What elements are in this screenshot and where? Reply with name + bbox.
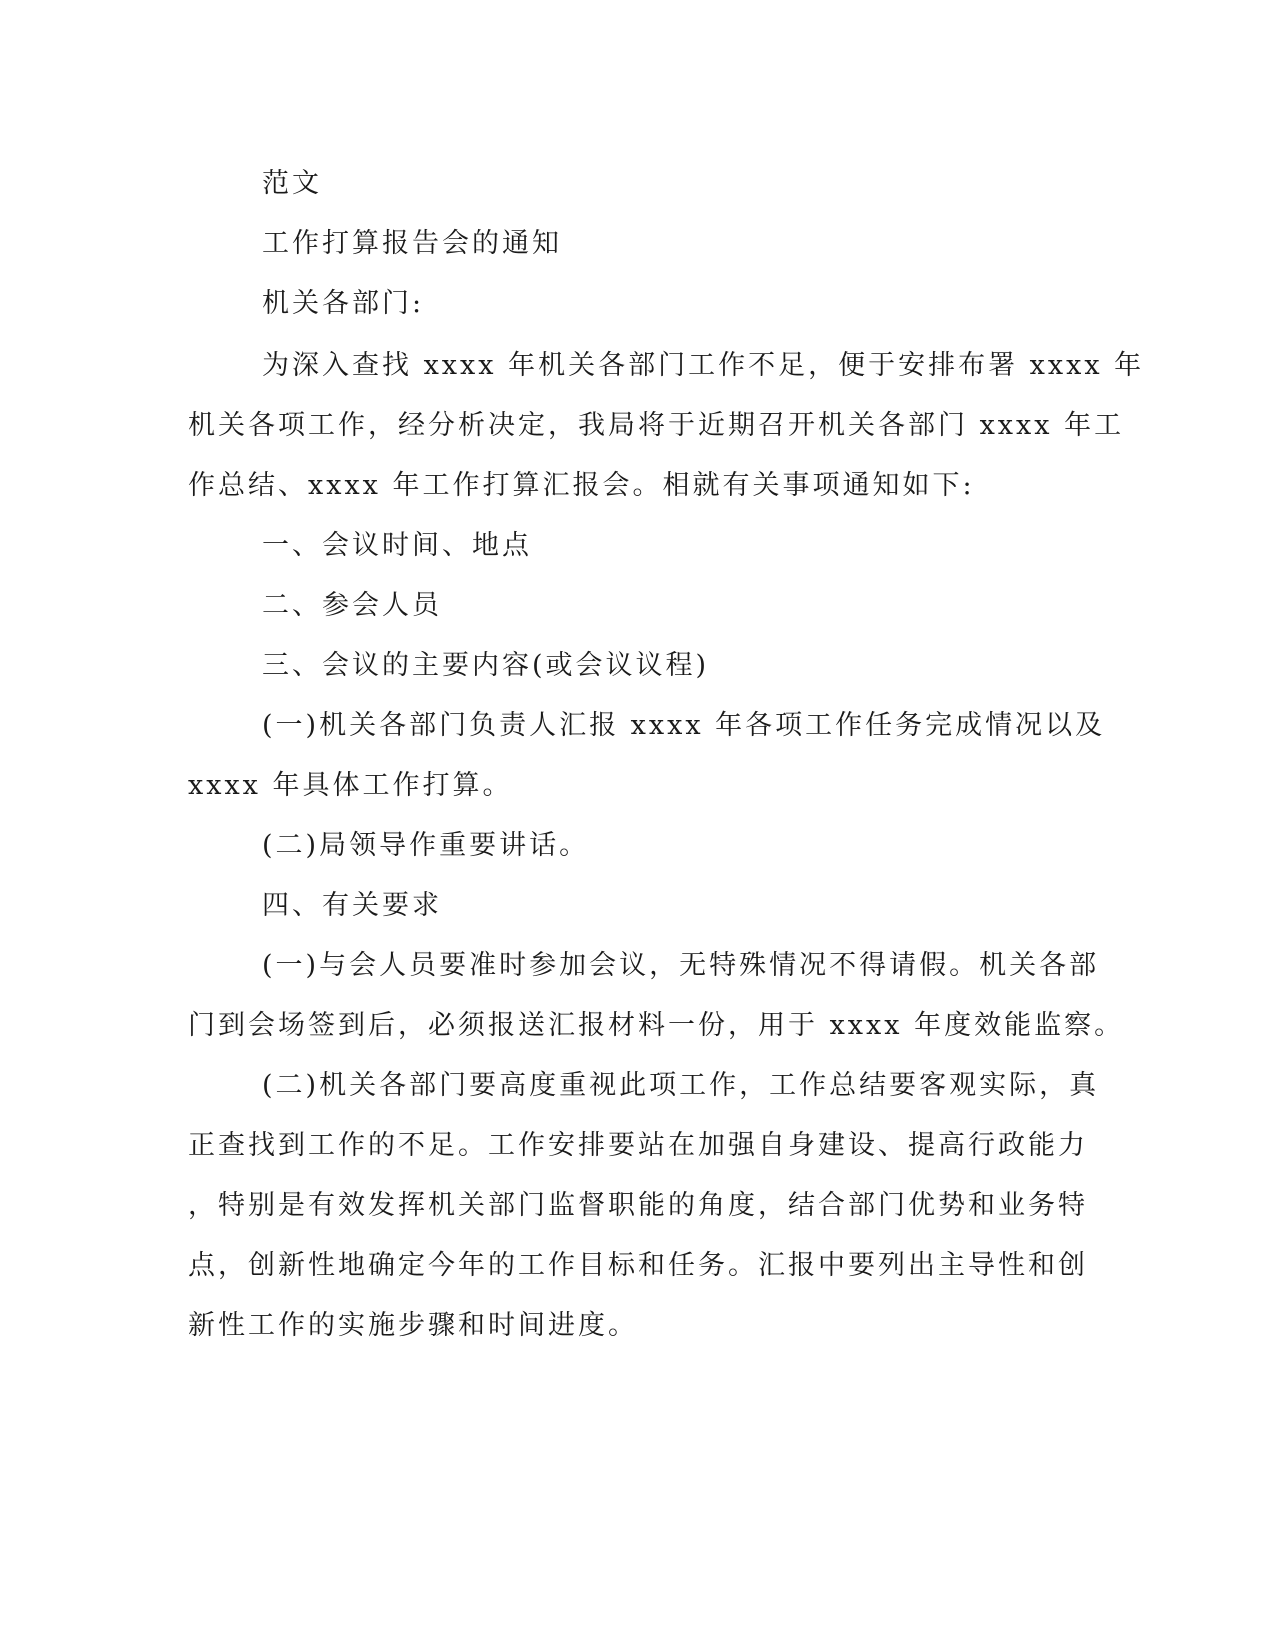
item-3-2: (二)局领导作重要讲话。 (262, 830, 590, 861)
item-4-2-line-4: 点，创新性地确定今年的工作目标和任务。汇报中要列出主导性和创 (188, 1250, 1088, 1281)
item-4-2-line-5: 新性工作的实施步骤和时间进度。 (188, 1310, 638, 1341)
salutation: 机关各部门: (262, 288, 425, 319)
item-4-2-line-2: 正查找到工作的不足。工作安排要站在加强自身建设、提高行政能力 (188, 1130, 1088, 1161)
header-label: 范文 (262, 168, 322, 199)
intro-line-2: 机关各项工作，经分析决定，我局将于近期召开机关各部门 xxxx 年工 (188, 410, 1125, 441)
item-3-1-line-1: (一)机关各部门负责人汇报 xxxx 年各项工作任务完成情况以及 (262, 710, 1106, 741)
intro-line-1: 为深入查找 xxxx 年机关各部门工作不足，便于安排布署 xxxx 年 (262, 350, 1145, 381)
item-4-1-line-1: (一)与会人员要准时参加会议，无特殊情况不得请假。机关各部 (262, 950, 1100, 981)
intro-line-3: 作总结、xxxx 年工作打算汇报会。相就有关事项通知如下: (188, 470, 975, 501)
section-heading-4: 四、有关要求 (262, 890, 442, 921)
section-heading-2: 二、参会人员 (262, 590, 442, 621)
document-title: 工作打算报告会的通知 (262, 228, 562, 259)
item-4-1-line-2: 门到会场签到后，必须报送汇报材料一份，用于 xxxx 年度效能监察。 (188, 1010, 1125, 1041)
item-4-2-line-3: ，特别是有效发挥机关部门监督职能的角度，结合部门优势和业务特 (188, 1190, 1088, 1221)
section-heading-1: 一、会议时间、地点 (262, 530, 532, 561)
item-3-1-line-2: xxxx 年具体工作打算。 (188, 770, 513, 801)
section-heading-3: 三、会议的主要内容(或会议议程) (262, 650, 710, 681)
item-4-2-line-1: (二)机关各部门要高度重视此项工作，工作总结要客观实际，真 (262, 1070, 1100, 1101)
